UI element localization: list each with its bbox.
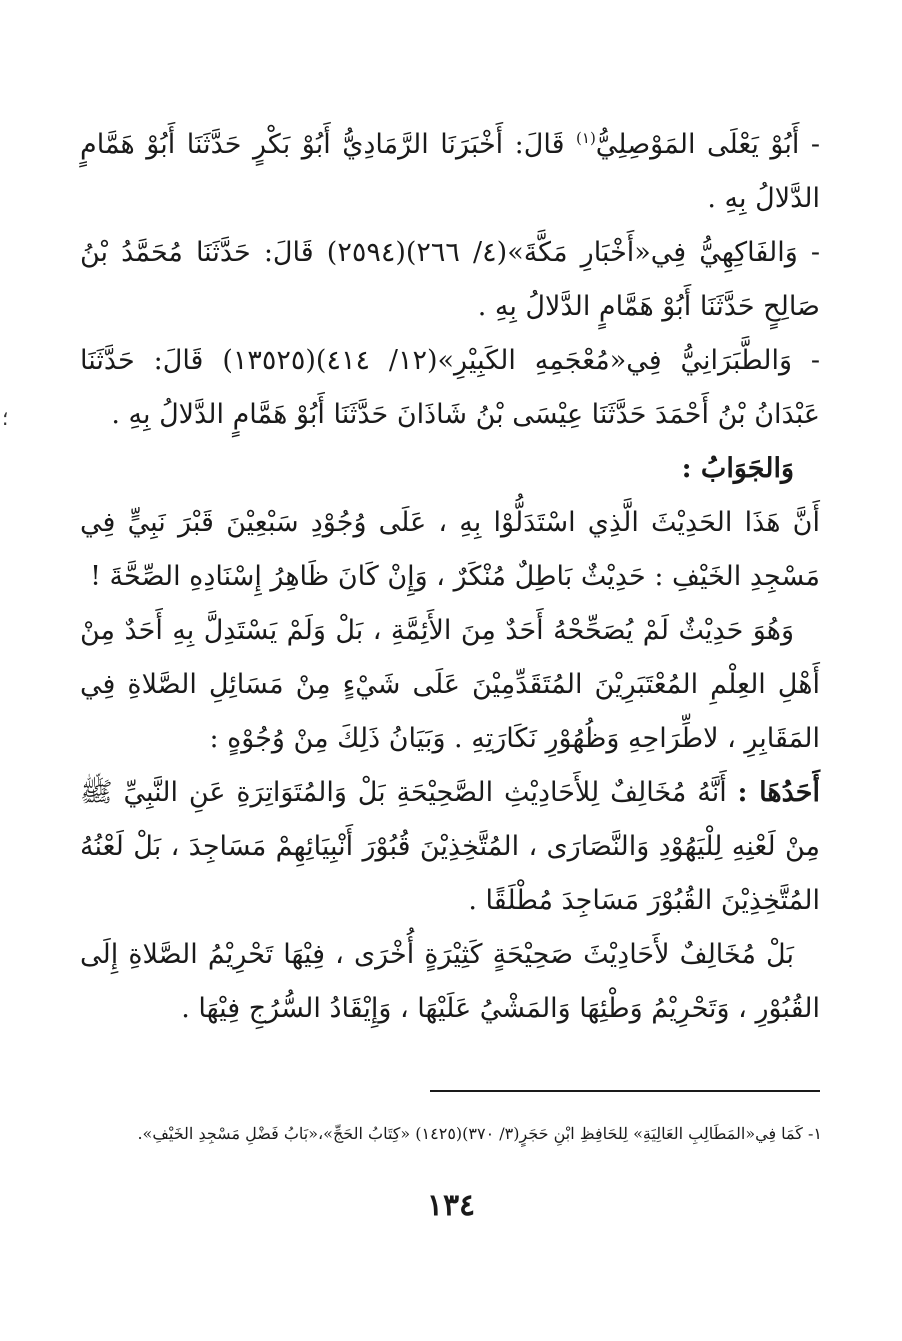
- paragraph-not-authenticated: وَهُوَ حَدِيْثٌ لَمْ يُصَحِّحْهُ أَحَدٌ مِنَ الأَئِمَّةِ ، بَلْ وَلَمْ يَسْتَدِلَّ بِهِ أَحَدٌ مِنْ أَهْلِ العِلْمِ المُعْتَبَرِيْنَ المُتَقَدِّمِيْنَ عَلَى شَيْءٍ مِنْ مَسَائِلِ الصَّلاةِ فِي المَقَابِرِ ، لاطِّرَاحِهِ وَظُهُوْرِ نَكَارَتِهِ . وَبَيَانُ ذَلِكَ مِنْ وُجُوْهٍ :: [80, 615, 820, 754]
- paragraph-text: قَالَ: أَخْبَرَنَا الرَّمَادِيُّ أَبُوْ بَكْرٍ حَدَّثَنَا أَبُوْ هَمَّامٍ الدَّلالُ بِهِ .: [80, 129, 820, 214]
- first-reason-lead: أَحَدُهَا :: [737, 777, 820, 808]
- answer-heading: وَالجَوَابُ :: [681, 453, 794, 484]
- page-number: ١٣٤: [426, 1188, 476, 1223]
- main-text: [80, 118, 820, 1036]
- paragraph-text: مِنْ لَعْنِهِ لِلْيَهُوْدِ وَالنَّصَارَى ، المُتَّخِذِيْنَ قُبُوْرَ أَنْبِيَائِهِمْ مَسَاجِدَ ، بَلْ لَعْنُهُ المُتَّخِذِيْنَ القُبُوْرَ مَسَاجِدَ مُطْلَقًا .: [80, 831, 820, 916]
- paragraph-answer: أَنَّ هَذَا الحَدِيْثَ الَّذِي اسْتَدَلُّوْا بِهِ ، عَلَى وُجُوْدِ سَبْعِيْنَ قَبْرَ نَبِيٍّ فِي مَسْجِدِ الخَيْفِ : حَدِيْثٌ بَاطِلٌ مُنْكَرٌ ، وَإِنْ كَانَ ظَاهِرُ إِسْنَادِهِ الصِّحَّةَ !: [80, 507, 820, 592]
- paragraph-abu-yala: [80, 118, 820, 226]
- footnote-separator: [430, 1090, 820, 1092]
- paragraph-fakihi: - وَالفَاكِهِيُّ فِي«أَخْبَارِ مَكَّةَ»(٤/ ٢٦٦)(٢٥٩٤) قَالَ: حَدَّثَنَا مُحَمَّدُ بْنُ صَالِحٍ حَدَّثَنَا أَبُوْ هَمَّامٍ الدَّلالُ بِهِ .: [80, 237, 820, 322]
- paragraph-text: أَنَّهُ مُخَالِفٌ لِلأَحَادِيْثِ الصَّحِيْحَةِ بَلْ وَالمُتَوَاتِرَةِ عَنِ النَّبِيِّ: [112, 777, 738, 808]
- paragraph-text: - أَبُوْ يَعْلَى المَوْصِلِيُّ: [595, 129, 820, 160]
- paragraph-first-reason: [80, 766, 820, 928]
- paragraph-other-hadiths: بَلْ مُخَالِفٌ لأَحَادِيْثَ صَحِيْحَةٍ كَثِيْرَةٍ أُخْرَى ، فِيْهَا تَحْرِيْمُ الصَّلاةِ إِلَى القُبُوْرِ ، وَتَحْرِيْمُ وَطْئِهَا وَالمَشْيُ عَلَيْهَا ، وَإِيْقَادُ السُّرُجِ فِيْهَا .: [80, 939, 820, 1024]
- footnote-reference: (١): [576, 129, 596, 147]
- salutation-glyph: ﷺ: [80, 777, 113, 808]
- paragraph-tabarani: - وَالطَّبَرَانِيُّ فِي«مُعْجَمِهِ الكَبِيْرِ»(١٢/ ٤١٤)(١٣٥٢٥) قَالَ: حَدَّثَنَا عَبْدَانُ بْنُ أَحْمَدَ حَدَّثَنَا عِيْسَى بْنُ شَاذَانَ حَدَّثَنَا أَبُوْ هَمَّامٍ الدَّلالُ بِهِ .: [80, 345, 820, 430]
- edge-mark: ؛: [2, 406, 9, 430]
- footnote: ١- كَمَا فِي«المَطَالِبِ العَالِيَةِ» لِلحَافِظِ ابْنِ حَجَرٍ(٣/ ٣٧٠)(١٤٢٥) «كِتَابُ الحَجِّ»،«بَابُ فَضْلِ مَسْجِدِ الخَيْفِ».: [137, 1124, 822, 1143]
